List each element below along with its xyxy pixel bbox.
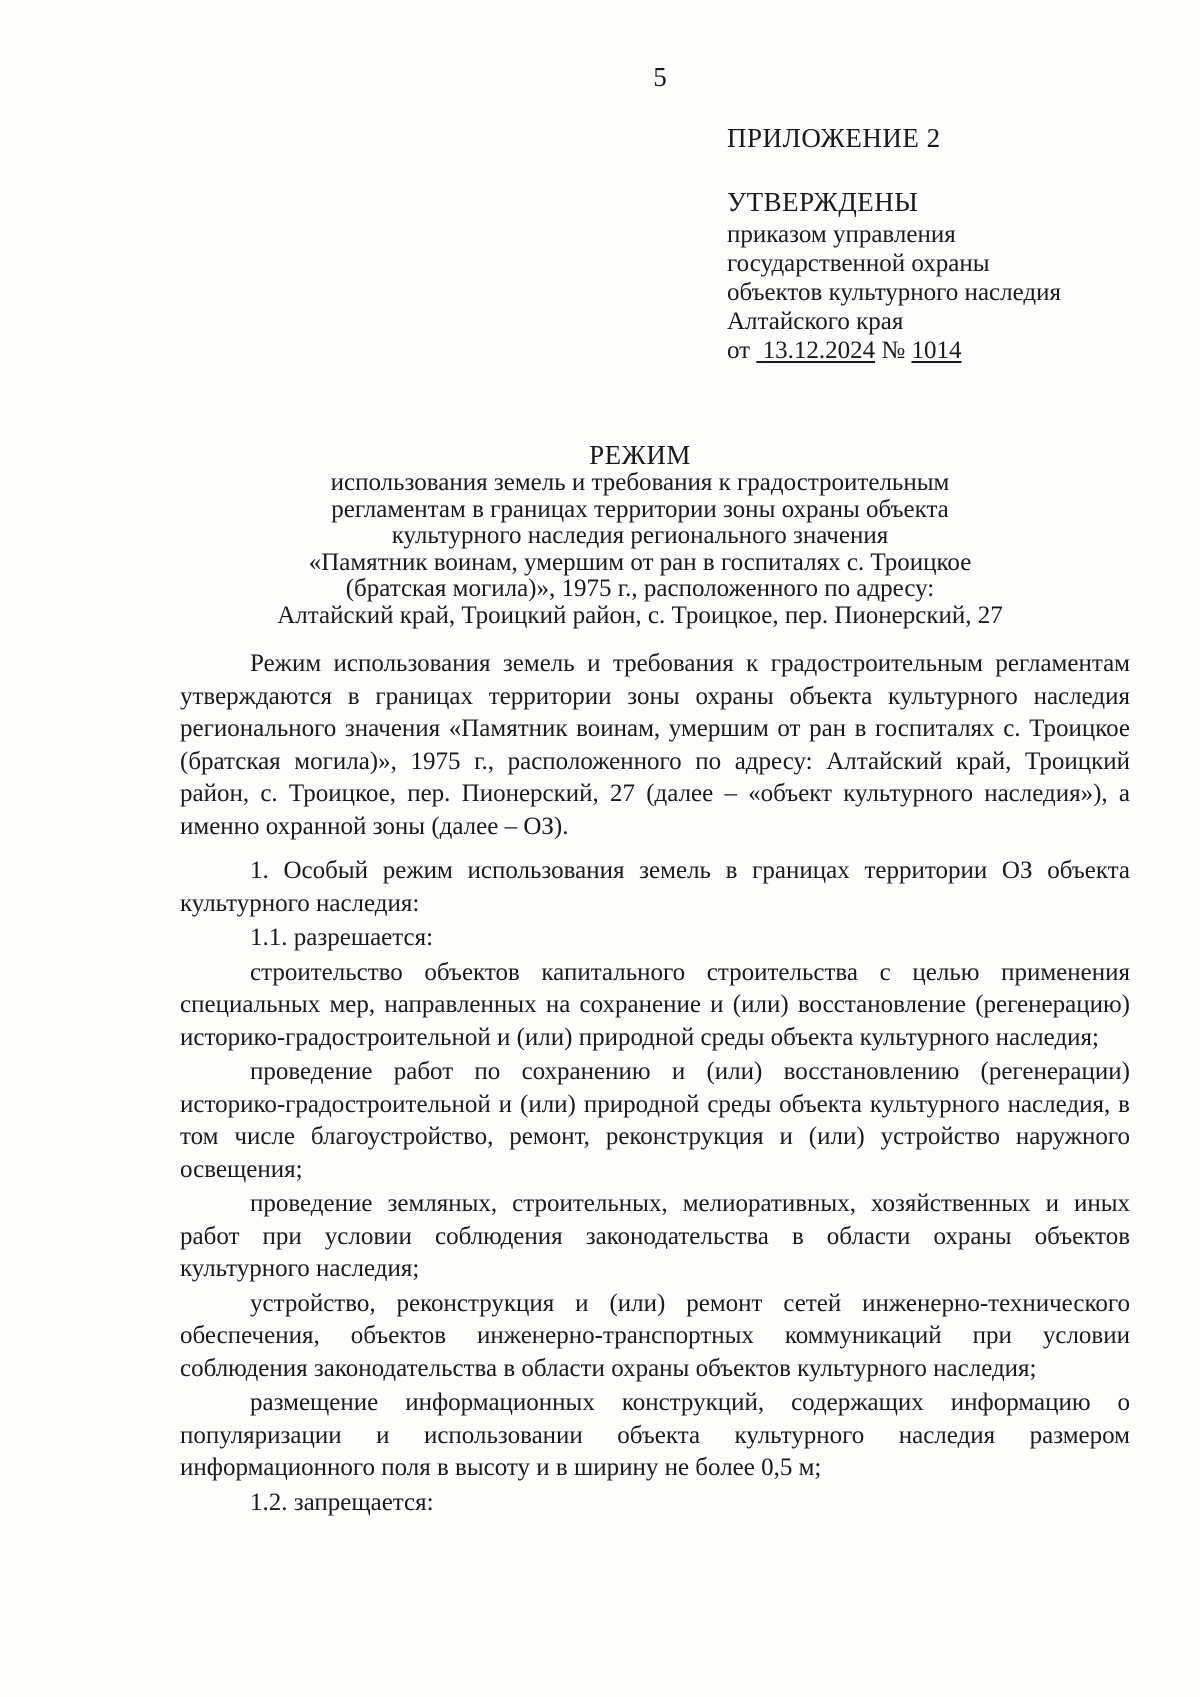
approval-date (756, 337, 875, 364)
approval-line: Алтайского края (727, 308, 904, 335)
heading-line: регламентам в границах территории зоны охраны объекта (331, 495, 949, 523)
section-1-1-heading: 1.1. разрешается: (250, 924, 434, 951)
permitted-item: проведение работ по сохранению и (или) восстановлению (регенерации) историко-градостроительной и (или) природной среды объекта культурного наследия, в том числе благоустройство, ремонт, реконструкция и (или) устройство наружного освещения; (180, 1058, 1130, 1183)
heading-line: (братская могила)», 1975 г., расположенного по адресу: (345, 575, 935, 602)
date-prefix: от (727, 337, 751, 364)
approval-line: объектов культурного наследия (727, 279, 1061, 306)
document-body (180, 648, 1130, 1519)
section-1-2-heading: 1.2. запрещается: (250, 1488, 434, 1516)
heading-line: использования земель и требования к градостроительным (330, 469, 950, 496)
approval-line: государственной охраны (727, 250, 990, 277)
permitted-item: проведение земляных, строительных, мелиоративных, хозяйственных и иных работ при условии соблюдения законодательства в области охраны объектов культурного наследия; (180, 1190, 1130, 1282)
approval-number: 1014 (911, 337, 962, 364)
heading-line: «Памятник воинам, умершим от ран в госпиталях с. Троицкое (308, 548, 972, 576)
approval-date-value: 13.12.2024 (762, 337, 876, 364)
section-1-paragraph: 1. Особый режим использования земель в границах территории ОЗ объекта культурного наследия: (180, 857, 1130, 917)
document-heading (180, 440, 1100, 629)
approval-line: приказом управления (727, 221, 956, 248)
appendix-label: ПРИЛОЖЕНИЕ 2 (727, 123, 941, 153)
approval-block (727, 186, 1061, 365)
permitted-item: строительство объектов капитального строительства с целью применения специальных мер, направленных на сохранение и (или) восстановление (регенерацию) историко-градостроительной и (или) природной среды объекта культурного наследия; (180, 958, 1130, 1051)
permitted-item: устройство, реконструкция и (или) ремонт сетей инженерно-технического обеспечения, объектов инженерно-транспортных коммуникаций при условии соблюдения законодательства в области охраны объектов культурного наследия; (180, 1289, 1130, 1382)
document-title: РЕЖИМ (589, 440, 691, 470)
page-number: 5 (653, 62, 667, 92)
approval-title: УТВЕРЖДЕНЫ (727, 187, 919, 217)
intro-paragraph: Режим использования земель и требования к градостроительным регламентам утверждаются в границах территории зоны охраны объекта культурного наследия регионального значения «Памятник воинам, умершим от ран в госпиталях с. Троицкое (братская могила)», 1975 г., расположенного по адресу: Алтайский край, Троицкий район, с. Троицкое, пер. Пионерский, 27 (далее – «объект культурного наследия»), а именно охранной зоны (далее – ОЗ). (180, 650, 1130, 840)
heading-line: Алтайский край, Троицкий район, с. Троицкое, пер. Пионерский, 27 (277, 601, 1003, 629)
permitted-item: размещение информационных конструкций, содержащих информацию о популяризации и использовании объекта культурного наследия размером информационного поля в высоту и в ширину не более 0,5 м; (180, 1389, 1130, 1481)
heading-line: культурного наследия регионального значения (391, 522, 889, 549)
number-sign: № (881, 337, 906, 364)
approval-date-line (727, 336, 1061, 365)
